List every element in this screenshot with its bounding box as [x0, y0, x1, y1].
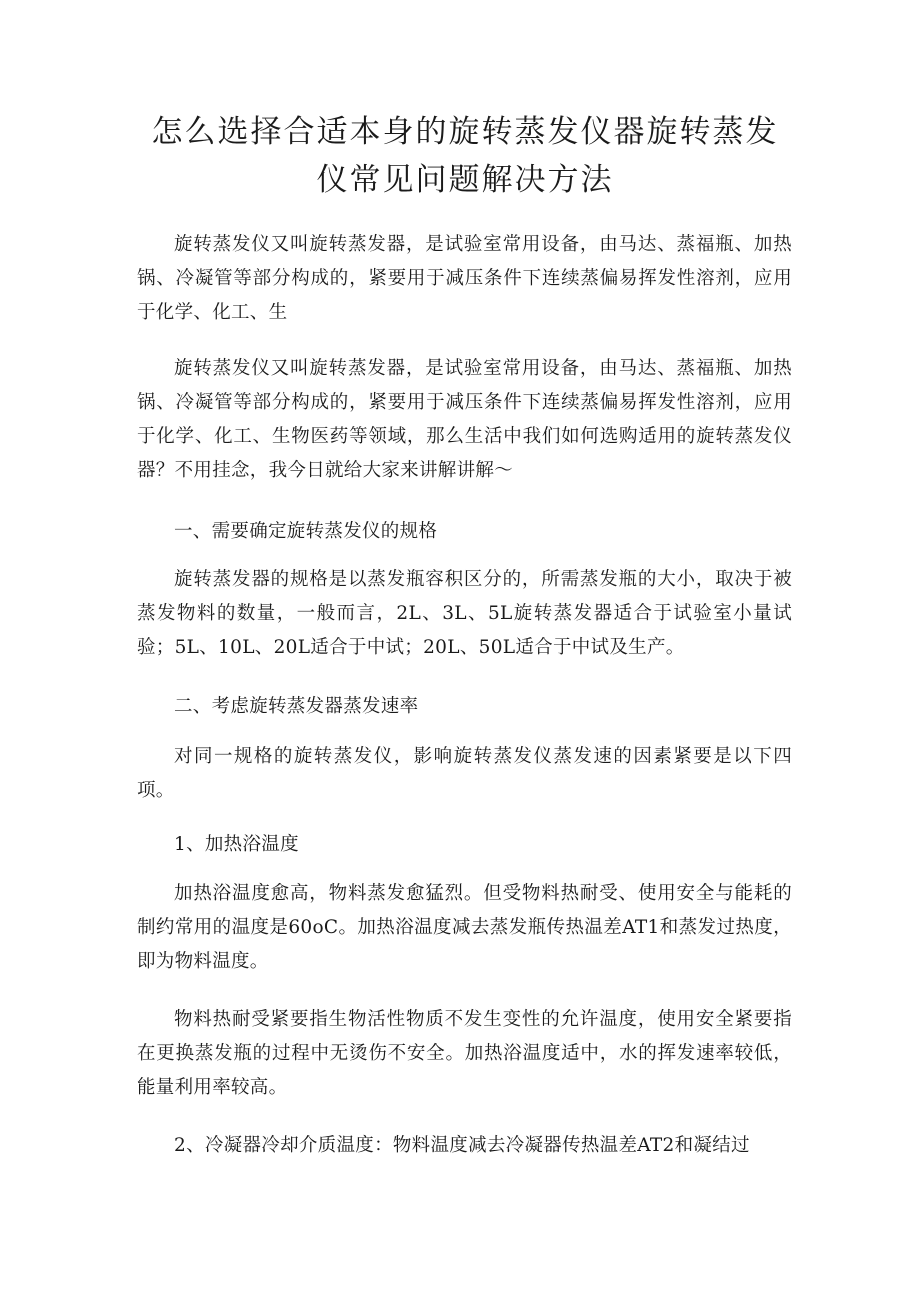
subheading-heating-bath: 1、加热浴温度	[174, 834, 299, 855]
document-title	[120, 108, 810, 204]
title-line-1: 怎么选择合适本身的旋转蒸发仪器旋转蒸发	[151, 114, 779, 150]
section-heading-spec: 一、需要确定旋转蒸发仪的规格	[174, 521, 438, 542]
paragraph-intro: 旋转蒸发仪又叫旋转蒸发器，是试验室常用设备，由马达、蒸福瓶、加热锅、冷凝管等部分构成的，紧要用于减压条件下连续蒸偏易挥发性溶剂，应用于化学、化工、生物医药等领域，那么生活中我们如何选购适用的旋转蒸发仪器？不用挂念，我今日就给大家来讲解讲解～	[137, 358, 792, 481]
paragraph-heating-bath: 加热浴温度愈高，物料蒸发愈猛烈。但受物料热耐受、使用安全与能耗的制约常用的温度是60oC。加热浴温度减去蒸发瓶传热温差AT1和蒸发过热度，即为物料温度。	[137, 883, 792, 972]
paragraph-spec: 旋转蒸发器的规格是以蒸发瓶容积区分的，所需蒸发瓶的大小，取决于被蒸发物料的数量，一般而言，2L、3L、5L旋转蒸发器适合于试验室小量试验；5L、10L、20L适合于中试；20L、50L适合于中试及生产。	[137, 569, 792, 658]
paragraph-rate: 对同一规格的旋转蒸发仪，影响旋转蒸发仪蒸发速的因素紧要是以下四项。	[137, 746, 792, 801]
section-heading-rate: 二、考虑旋转蒸发器蒸发速率	[174, 696, 419, 717]
paragraph-intro-truncated: 旋转蒸发仪又叫旋转蒸发器，是试验室常用设备，由马达、蒸福瓶、加热锅、冷凝管等部分构成的，紧要用于减压条件下连续蒸偏易挥发性溶剂，应用于化学、化工、生	[137, 234, 792, 323]
subheading-condenser: 2、冷凝器冷却介质温度：物料温度减去冷凝器传热温差AT2和凝结过	[174, 1135, 750, 1156]
title-line-2: 仪常见问题解决方法	[316, 162, 614, 198]
paragraph-heat-tolerance: 物料热耐受紧要指生物活性物质不发生变性的允许温度，使用安全紧要指在更换蒸发瓶的过程中无烫伤不安全。加热浴温度适中，水的挥发速率较低，能量利用率较高。	[137, 1009, 792, 1098]
